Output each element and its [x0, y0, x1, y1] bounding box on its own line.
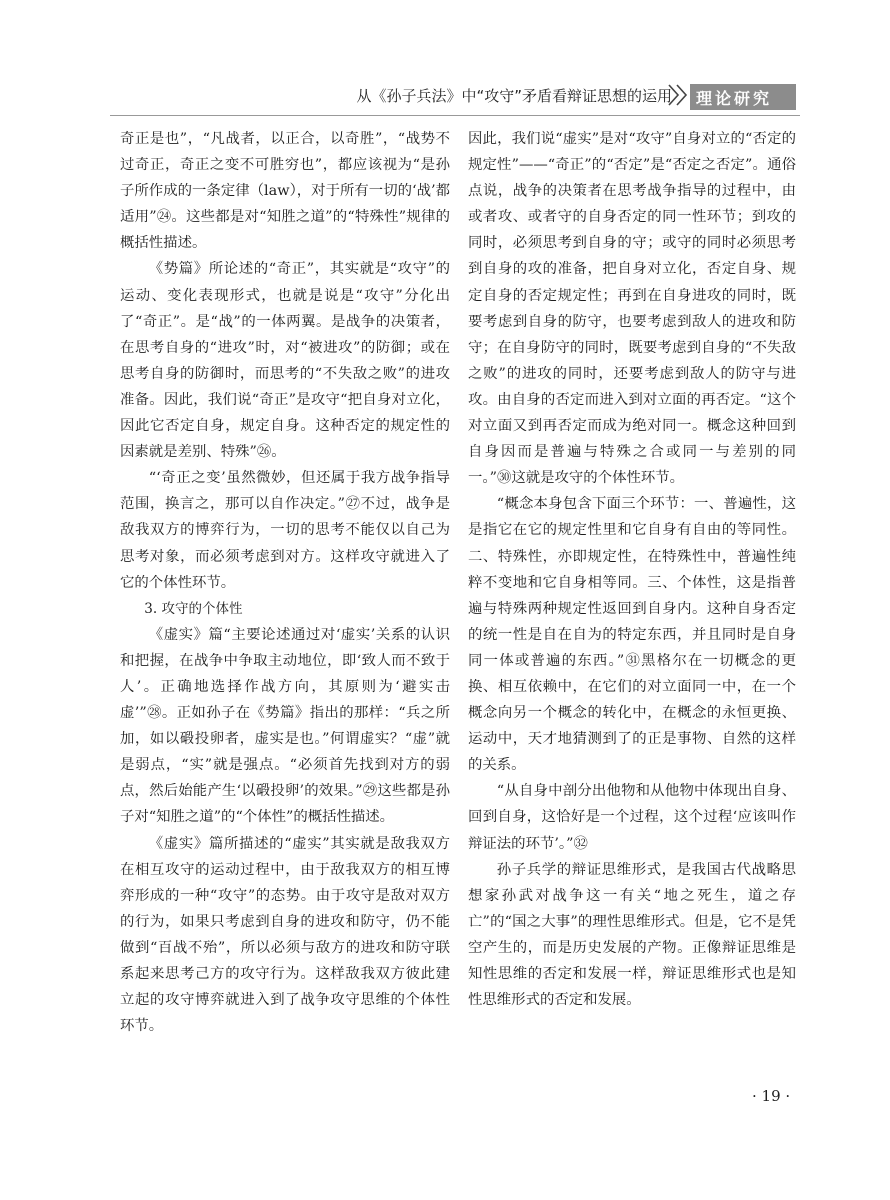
paragraph: “‘奇正之变’虽然微妙，但还属于我方战争指导范围，换言之，那可以自作决定。”㉗不过，战争是敌我双方的博弈行为，一切的思考不能仅以自己为思考对象，而必须考虑到对方。这样攻守就进入了它的个体性环节。	[120, 470, 450, 591]
page-number: · 19 ·	[752, 1087, 791, 1105]
paragraph: 《虚实》篇“主要论述通过对‘虚实’关系的认识和把握，在战争中争取主动地位，即‘致人而不致于人’。正确地选择作战方向，其原则为‘避实击虚’”㉘。正如孙子在《势篇》指出的那样：“兵之所加，如以碫投卵者，虚实是也。”何谓虚实？“虚”就是弱点，“实”就是强点。“必须首先找到对方的弱点，然后始能产生‘以碫投卵’的效果。”㉙这些都是孙子对“知胜之道”的“个体性”的概括性描述。	[120, 626, 450, 826]
running-header-title: 从《孙子兵法》中“攻守”矛盾看辩证思想的运用	[356, 87, 672, 105]
paragraph: 《虚实》篇所描述的“虚实”其实就是敌我双方在相互攻守的运动过程中，由于敌我双方的相互博弈形成的一种“攻守”的态势。由于攻守是敌对双方的行为，如果只考虑到自身的进攻和防守，仍不能做到“百战不殆”，所以必须与敌方的进攻和防守联系起来思考己方的攻守行为。这样敌我双方彼此建立起的攻守博弈就进入到了战争攻守思维的个体性环节。	[120, 835, 450, 1035]
left-column	[120, 126, 450, 1039]
right-column	[468, 126, 796, 1013]
paragraph: 因此，我们说“虚实”是对“攻守”自身对立的“否定的规定性”——“奇正”的“否定”是“否定之否定”。通俗点说，战争的决策者在思考战争指导的过程中，由或者攻、或者守的自身否定的同一性环节；到攻的同时，必须思考到自身的守；或守的同时必须思考到自身的攻的准备，把自身对立化，否定自身、规定自身的否定规定性；再到在自身进攻的同时，既要考虑到自身的防守，也要考虑到敌人的进攻和防守；在自身防守的同时，既要考虑到自身的“不失敌之败”的进攻的同时，还要考虑到敌人的防守与进攻。由自身的否定而进入到对立面的再否定。“这个对立面又到再否定而成为绝对同一。概念这种回到自身因而是普遍与特殊之合或同一与差别的同一。”㉚这就是攻守的个体性环节。	[468, 131, 796, 487]
section-tag	[690, 84, 796, 110]
paragraph: 孙子兵学的辩证思维形式，是我国古代战略思想家孙武对战争这一有关“地之死生，道之存亡”的“国之大事”的理性思维形式。但是，它不是凭空产生的，而是历史发展的产物。正像辩证思维是知性思维的否定和发展一样，辩证思维形式也是知性思维形式的否定和发展。	[468, 861, 796, 1009]
chevron-right-icon	[675, 83, 689, 107]
paragraph: “从自身中剖分出他物和从他物中体现出自身、回到自身，这恰好是一个过程，这个过程‘应该叫作辩证法的环节’。”㉜	[468, 783, 796, 852]
running-header	[0, 80, 890, 114]
section-subheading: 3. 攻守的个体性	[144, 600, 243, 617]
paragraph: 奇正是也”，“凡战者，以正合，以奇胜”，“战势不过奇正，奇正之变不可胜穷也”，都应该视为“是孙子所作成的一条定律（law），对于所有一切的‘战’都适用”㉔。这些都是对“知胜之道”的“特殊性”规律的概括性描述。	[120, 131, 450, 252]
paragraph: “概念本身包含下面三个环节：一、普遍性，这是指它在它的规定性里和它自身有自由的等同性。二、特殊性，亦即规定性，在特殊性中，普遍性纯粹不变地和它自身相等同。三、个体性，这是指普遍与特殊两种规定性返回到自身内。这种自身否定的统一性是自在自为的特定东西，并且同时是自身同一体或普遍的东西。”㉛黑格尔在一切概念的更换、相互依赖中，在它们的对立面同一中，在一个概念向另一个概念的转化中，在概念的永恒更换、运动中，天才地猜测到了的正是事物、自然的这样的关系。	[468, 496, 796, 774]
section-tag-label: 理论研究	[696, 89, 773, 108]
header-rule	[110, 115, 800, 116]
paragraph: 《势篇》所论述的“奇正”，其实就是“攻守”的运动、变化表现形式，也就是说是“攻守”分化出了“奇正”。是“战”的一体两翼。是战争的决策者，在思考自身的“进攻”时，对“被进攻”的防御；或在思考自身的防御时，而思考的“不失敌之败”的进攻准备。因此，我们说“奇正”是攻守“把自身对立化，因此它否定自身，规定自身。这种否定的规定性的因素就是差别、特殊”㉖。	[120, 261, 450, 461]
